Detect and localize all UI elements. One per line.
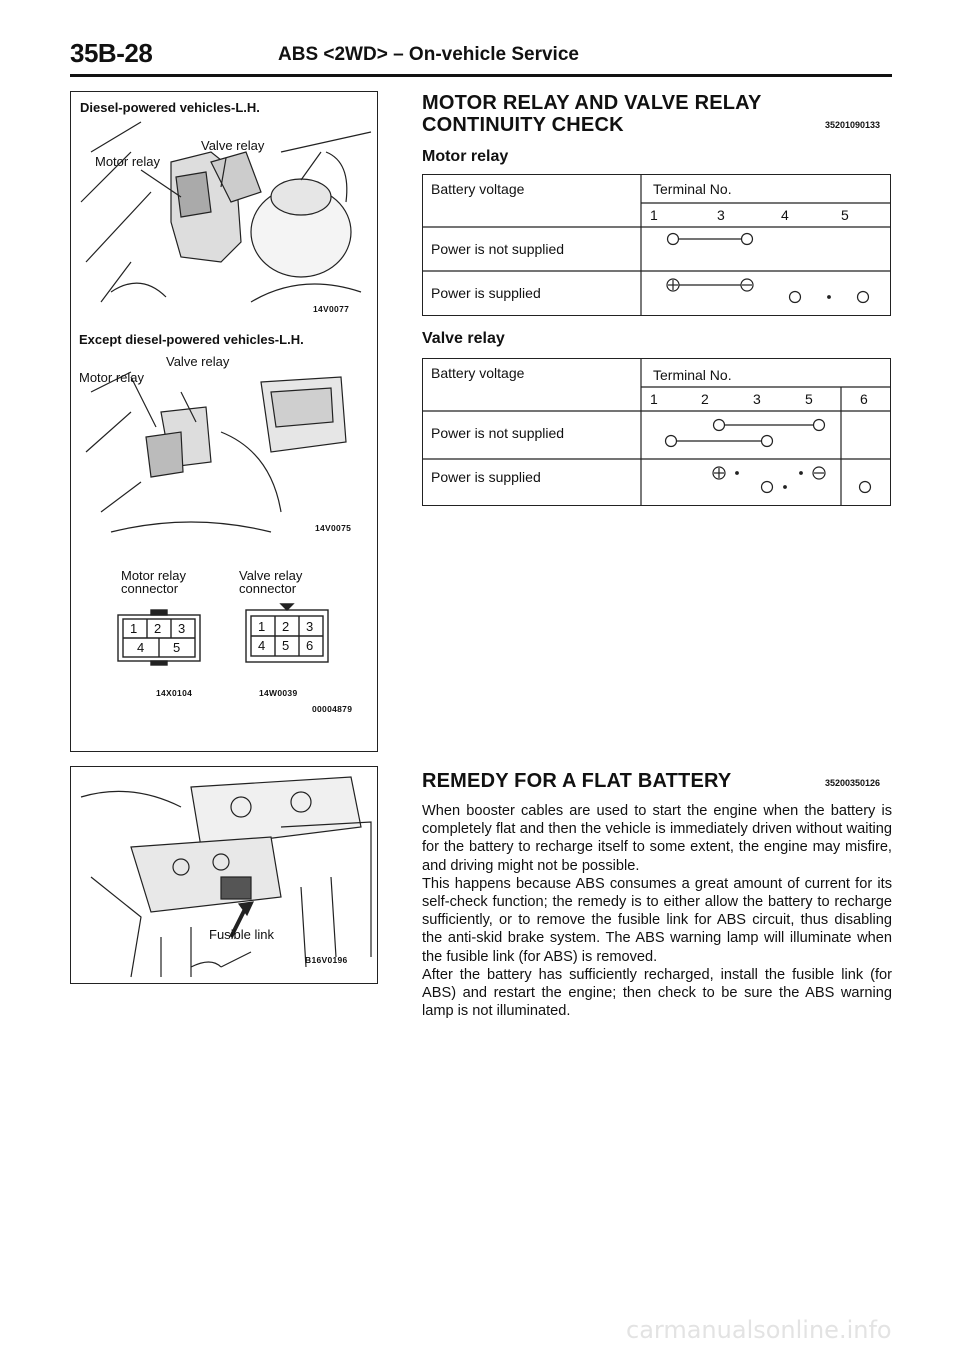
section-code: 35201090133 xyxy=(825,120,881,130)
valve-pin: 4 xyxy=(258,638,266,653)
section-title: REMEDY FOR A FLAT BATTERY xyxy=(422,770,732,792)
subsection-title-valve-relay: Valve relay xyxy=(422,330,505,347)
figure-relay-locations xyxy=(70,91,378,752)
callout-valve-relay-mid: Valve relay xyxy=(166,354,230,369)
figure-code-mid: 14V0075 xyxy=(315,523,352,533)
terminal-number: 2 xyxy=(701,391,709,407)
valve-connector-label: Valve relay connector xyxy=(239,568,303,596)
table-row-label: Power is not supplied xyxy=(431,425,565,441)
section-title: MOTOR RELAY AND VALVE RELAY CONTINUITY CHECK xyxy=(422,92,762,136)
figure-fusible-link xyxy=(70,766,378,984)
terminal-number: 4 xyxy=(781,207,789,223)
table-header-terminal-no: Terminal No. xyxy=(653,181,732,197)
terminal-number: 3 xyxy=(753,391,761,407)
relay-illustration xyxy=(71,92,377,751)
callout-fusible-link: Fusible link xyxy=(209,927,275,942)
section-code: 35200350126 xyxy=(825,778,881,788)
section-body xyxy=(422,802,892,1020)
motor-pin: 5 xyxy=(173,640,181,655)
table-row-label: Power is supplied xyxy=(431,469,541,485)
figure-code-top: 14V0077 xyxy=(313,304,350,314)
valve-pin: 5 xyxy=(282,638,290,653)
fusible-link-illustration xyxy=(71,767,377,983)
figure-code: B16V0196 xyxy=(305,955,348,965)
page-title: ABS <2WD> – On-vehicle Service xyxy=(278,44,579,65)
callout-motor-relay-mid: Motor relay xyxy=(79,370,145,385)
page-number: 35B-28 xyxy=(70,38,153,68)
watermark: carmanualsonline.info xyxy=(626,1316,892,1344)
table-row-label: Power is supplied xyxy=(431,285,541,301)
valve-relay-table xyxy=(422,358,891,506)
paragraph: When booster cables are used to start the engine when the battery is completely flat and then the vehicle is immediately driven without waiting for the battery to recharge itself to some extent, the engine may misfire, and driving might not be possible. xyxy=(422,803,892,874)
callout-motor-relay-top: Motor relay xyxy=(95,154,161,169)
terminal-number: 1 xyxy=(650,391,658,407)
figure-label-non-diesel: Except diesel-powered vehicles-L.H. xyxy=(79,332,304,347)
motor-pin: 2 xyxy=(154,621,162,636)
figure-label-diesel: Diesel-powered vehicles-L.H. xyxy=(80,100,260,115)
figure-code: 00004879 xyxy=(312,704,353,714)
motor-connector-label: Motor relay connector xyxy=(121,568,187,596)
callout-valve-relay-top: Valve relay xyxy=(201,138,265,153)
terminal-number: 5 xyxy=(805,391,813,407)
subsection-title-motor-relay: Motor relay xyxy=(422,148,509,165)
motor-pin: 1 xyxy=(130,621,138,636)
terminal-number: 3 xyxy=(717,207,725,223)
paragraph: After the battery has sufficiently recharged, install the fusible link (for ABS) and restart the engine; then check to be sure the ABS warning lamp is not illuminated. xyxy=(422,966,892,1020)
motor-relay-table xyxy=(422,174,891,316)
terminal-number: 1 xyxy=(650,207,658,223)
valve-pin: 3 xyxy=(306,619,314,634)
valve-pin: 1 xyxy=(258,619,266,634)
terminal-number: 5 xyxy=(841,207,849,223)
table-header-battery-voltage: Battery voltage xyxy=(431,181,525,197)
valve-pin: 6 xyxy=(306,638,314,653)
figure-code-valve-connector: 14W0039 xyxy=(259,688,298,698)
header-rule xyxy=(70,74,892,77)
motor-pin: 4 xyxy=(137,640,145,655)
terminal-number: 6 xyxy=(860,391,868,407)
valve-pin: 2 xyxy=(282,619,290,634)
paragraph: This happens because ABS consumes a great amount of current for its self-check function; the remedy is to either allow the battery to recharge sufficiently, or to remove the fusible link for ABS circuit, thus disabling the anti-skid brake system. The ABS warning lamp will illuminate when the fusible link (for ABS) is removed. xyxy=(422,875,892,965)
table-row-label: Power is not supplied xyxy=(431,241,565,257)
table-header-terminal-no: Terminal No. xyxy=(653,367,732,383)
figure-code-motor-connector: 14X0104 xyxy=(156,688,193,698)
motor-pin: 3 xyxy=(178,621,186,636)
table-header-battery-voltage: Battery voltage xyxy=(431,365,525,381)
